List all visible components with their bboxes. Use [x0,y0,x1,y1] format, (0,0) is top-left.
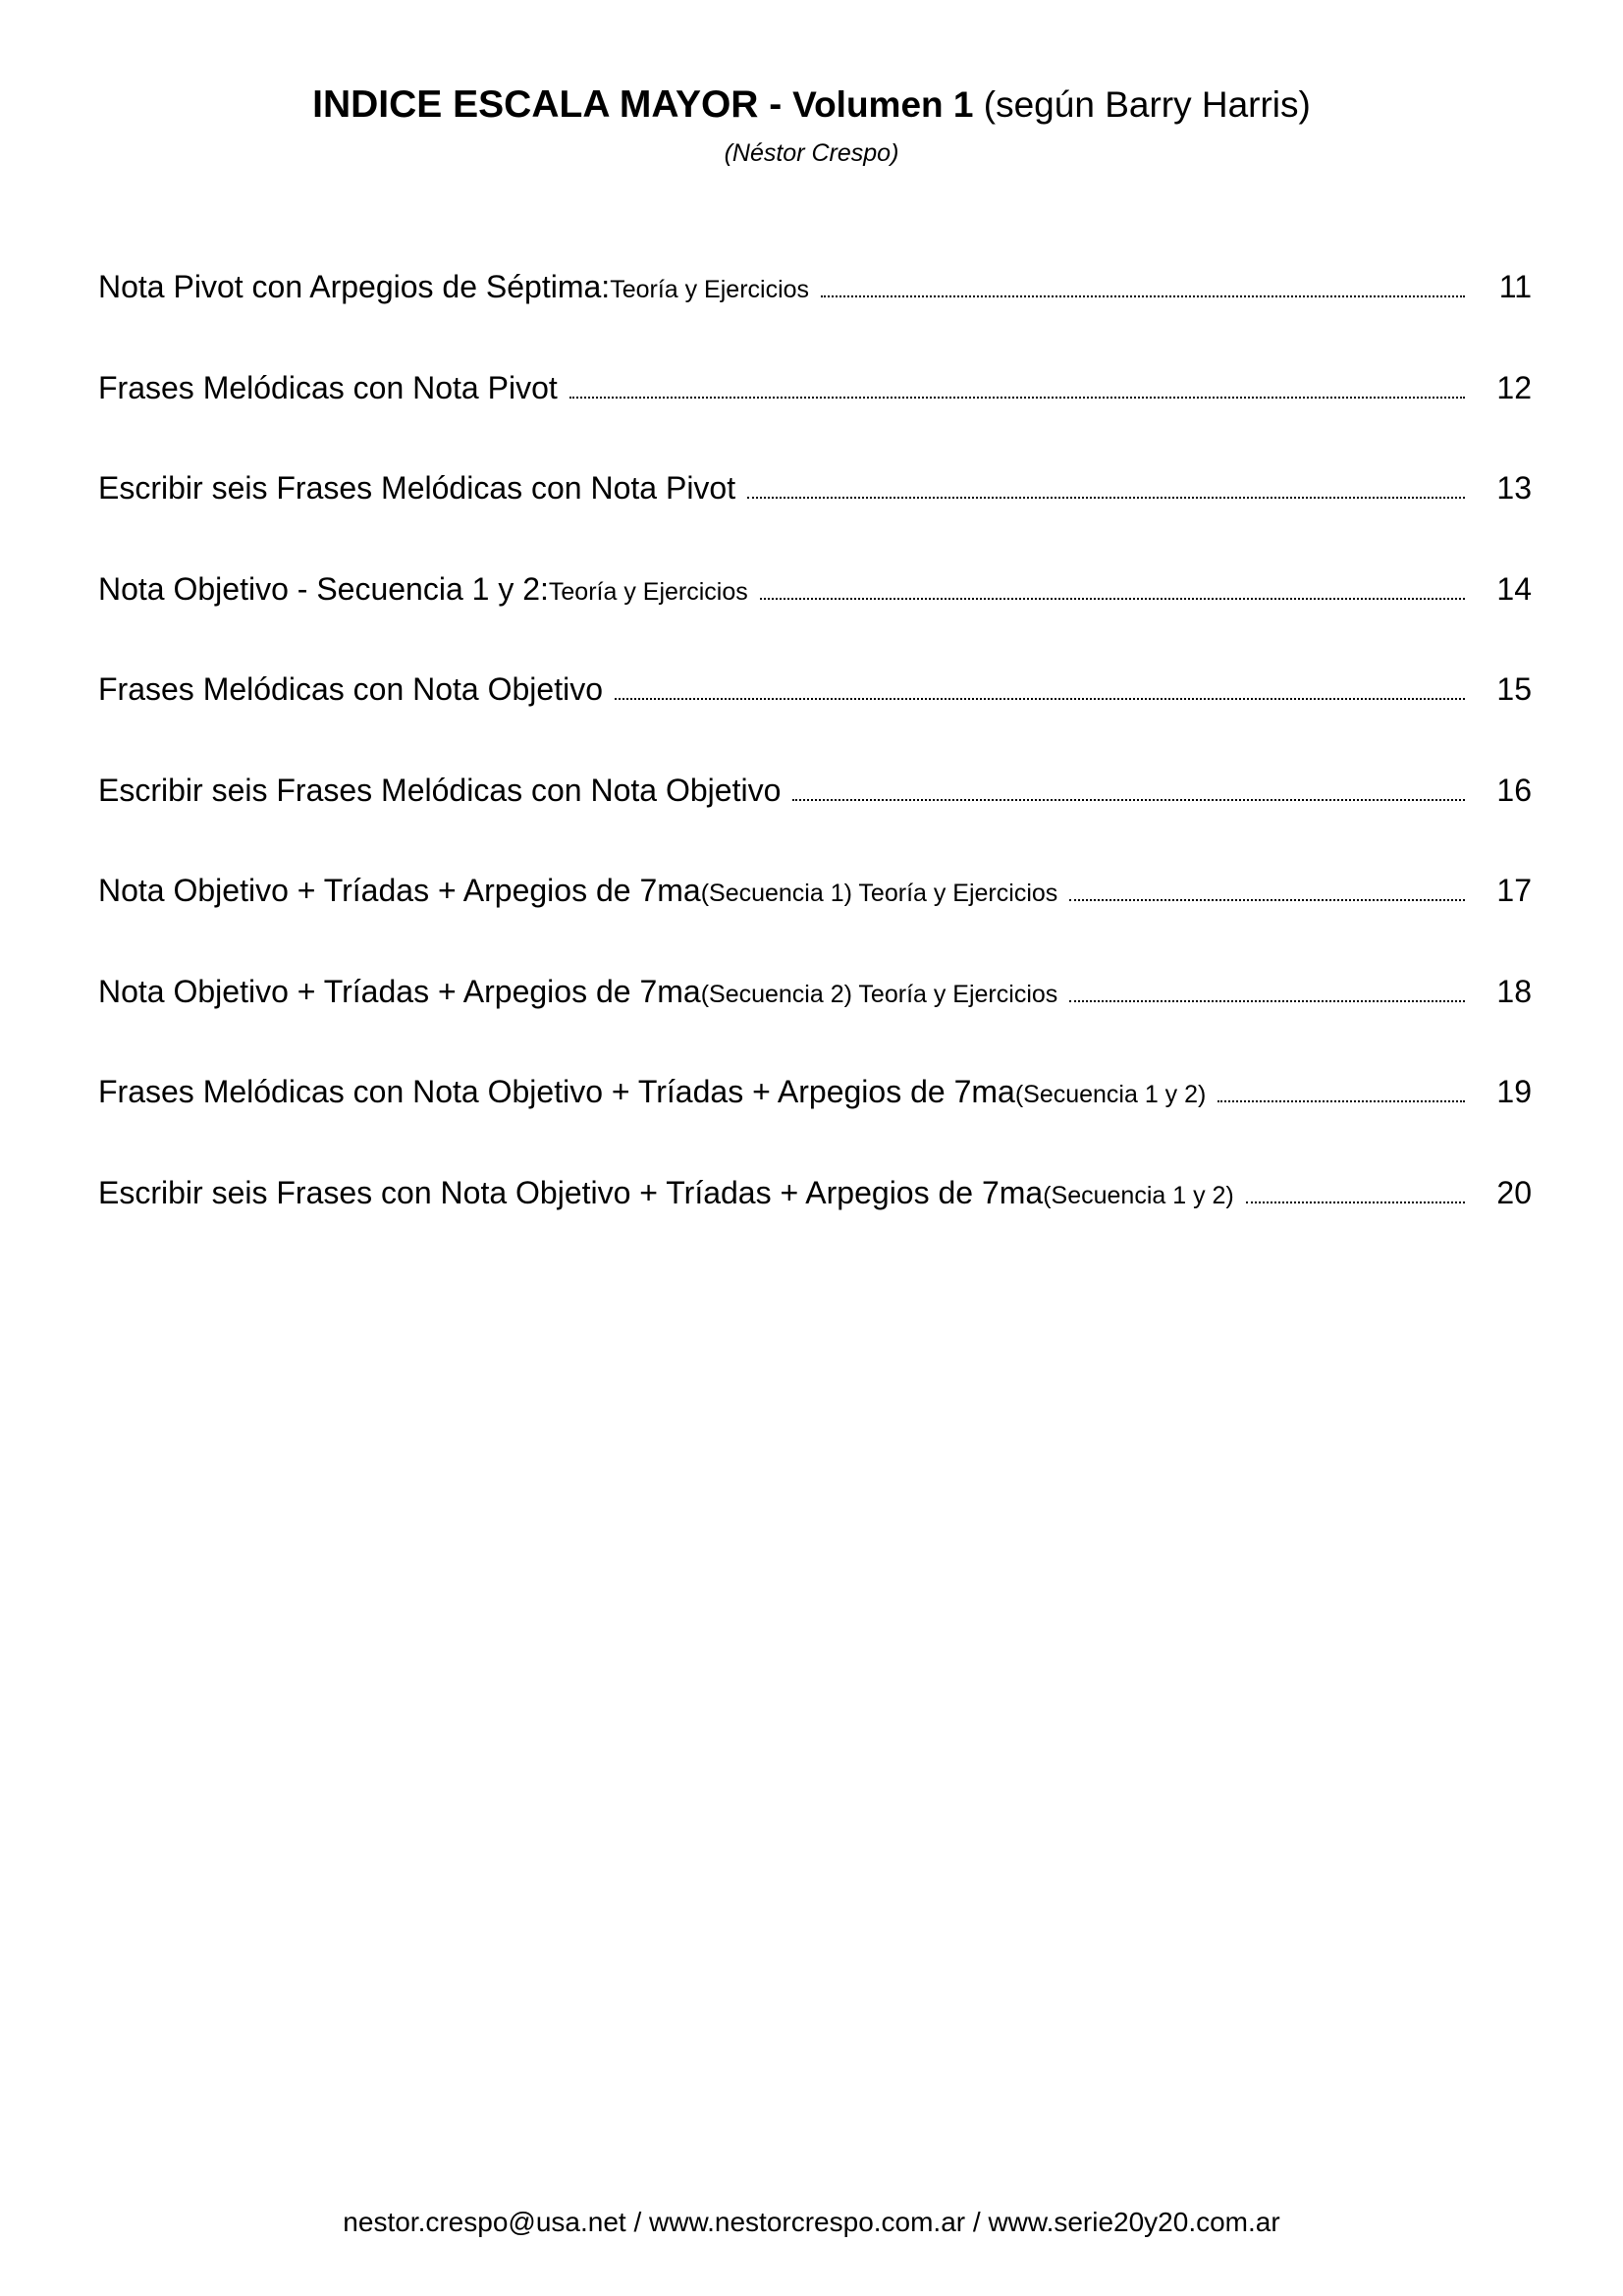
toc-entry-detail: Teoría y Ejercicios [548,577,748,606]
toc-entry-title: Nota Objetivo - Secuencia 1 y 2: [98,570,549,607]
toc-entry-8 [98,972,1532,1073]
dot-leader [1069,898,1465,901]
page-title [0,80,1623,130]
toc-entry-5 [98,669,1532,771]
toc-page-number: 12 [1496,369,1532,405]
toc-page-number: 17 [1496,873,1532,908]
title-main: INDICE ESCALA MAYOR - [312,83,793,126]
dot-leader [1246,1201,1465,1203]
toc-entry-title: Escribir seis Frases Melódicas con Nota Objetivo [98,772,782,808]
dot-leader [747,496,1465,499]
title-attribution: (según Barry Harris) [973,84,1311,125]
toc-page-number: 15 [1496,671,1532,707]
dot-leader [1217,1099,1465,1102]
toc-page-number: 13 [1496,470,1532,506]
toc-entry-detail: (Secuencia 1 y 2) [1014,1081,1207,1108]
dot-leader [792,798,1465,801]
toc-entry-2 [98,368,1532,469]
toc-entry-title: Frases Melódicas con Nota Objetivo [98,671,603,707]
dot-leader [760,597,1465,600]
title-volume: Volumen 1 [792,84,974,125]
footer-contact: nestor.crespo@usa.net / www.nestorcrespo.com.ar / www.serie20y20.com.ar [343,2207,1280,2237]
dot-leader [1069,999,1465,1002]
toc-page-number: 11 [1498,269,1532,304]
toc-page-number: 14 [1496,570,1532,607]
table-of-contents [98,267,1532,1273]
toc-entry-title: Frases Melódicas con Nota Pivot [98,369,558,405]
toc-entry-title: Nota Objetivo + Tríadas + Arpegios de 7ma [98,973,701,1009]
toc-entry-7 [98,871,1532,972]
toc-entry-3 [98,468,1532,569]
toc-entry-10 [98,1173,1532,1274]
toc-entry-detail: (Secuencia 1 y 2) [1043,1181,1234,1209]
toc-entry-6 [98,771,1532,872]
toc-entry-detail: (Secuencia 2) Teoría y Ejercicios [700,980,1058,1008]
toc-entry-1 [98,267,1532,368]
toc-page-number: 19 [1496,1074,1532,1109]
dot-leader [821,294,1465,297]
toc-page-number: 16 [1496,772,1532,808]
dot-leader [569,396,1465,399]
dot-leader [615,697,1465,700]
toc-entry-title: Escribir seis Frases con Nota Objetivo + Tríadas + Arpegios de 7ma [98,1174,1044,1210]
toc-entry-detail: Teoría y Ejercicios [610,276,810,303]
toc-entry-title: Nota Pivot con Arpegios de Séptima: [98,269,611,304]
toc-entry-4 [98,569,1532,670]
toc-entry-title: Nota Objetivo + Tríadas + Arpegios de 7ma [98,873,701,908]
toc-entry-title: Frases Melódicas con Nota Objetivo + Tríadas + Arpegios de 7ma [98,1074,1015,1109]
toc-page-number: 20 [1496,1174,1532,1210]
toc-entry-title: Escribir seis Frases Melódicas con Nota Pivot [98,470,736,506]
author-line: (Néstor Crespo) [724,139,899,167]
toc-entry-detail: (Secuencia 1) Teoría y Ejercicios [700,880,1058,907]
toc-entry-9 [98,1072,1532,1173]
toc-page-number: 18 [1496,973,1532,1009]
